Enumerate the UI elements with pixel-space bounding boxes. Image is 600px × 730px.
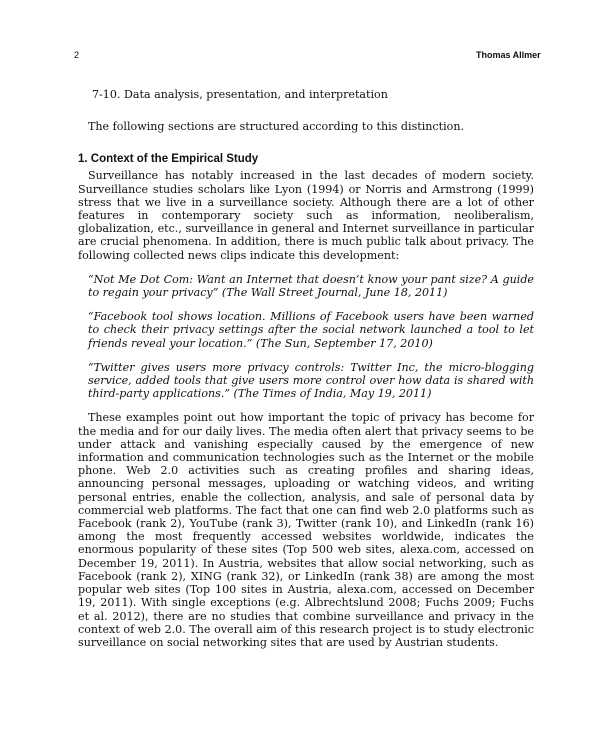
page-number: 2 [74, 50, 80, 60]
news-quote: “Not Me Dot Com: Want an Internet that doesn’t know your pant size? A guide to regain your privacy” (The Wall Street Journal, June 18, 2011) [88, 272, 534, 300]
news-quote: “Twitter gives users more privacy controls: Twitter Inc, the micro-blogging service, added tools that give users more control over how data is shared with third-party applications.” (The Times of India, May 19, 2011) [88, 360, 534, 401]
running-header-author: Thomas Allmer [476, 50, 541, 60]
page-body [78, 88, 534, 649]
paragraph-context: Surveillance has notably increased in the last decades of modern society. Surveillance studies scholars like Lyon (1994) or Norris and Armstrong (1999) stress that we live in a surveillance society. Although there are a lot of other features in contemporary society such as information, neoliberalism, globalization, etc., surveillance in general and Internet surveillance in particular are crucial phenomena. In addition, there is much public talk about privacy. The following collected news clips indicate this development: [78, 169, 534, 262]
intro-sentence: The following sections are structured according to this distinction. [88, 120, 464, 134]
paragraph-examples: These examples point out how important the topic of privacy has become for the media and for our daily lives. The media often alert that privacy seems to be under attack and vanishing especially caused by the emergence of new information and communication technologies such as the Internet or the mobile phone. Web 2.0 activities such as creating profiles and sharing ideas, announcing personal messages, uploading or watching videos, and writing personal entries, enable the collection, analysis, and sale of personal data by commercial web platforms. The fact that one can find web 2.0 platforms such as Facebook (rank 2), YouTube (rank 3), Twitter (rank 10), and LinkedIn (rank 16) among the most frequently accessed websites worldwide, indicates the enormous popularity of these sites (Top 500 web sites, alexa.com, accessed on December 19, 2011). In Austria, websites that allow social networking, such as Facebook (rank 2), XING (rank 32), or LinkedIn (rank 38) are among the most popular web sites (Top 100 sites in Austria, alexa.com, accessed on December 19, 2011). With single exceptions (e.g. Albrechtslund 2008; Fuchs 2009; Fuchs et al. 2012), there are no studies that combine surveillance and privacy in the context of web 2.0. The overall aim of this research project is to study electronic surveillance on social networking sites that are used by Austrian students. [78, 411, 534, 649]
news-quote: “Facebook tool shows location. Millions of Facebook users have been warned to check their privacy settings after the social network launched a tool to let friends reveal your location.” (The Sun, September 17, 2010) [88, 310, 534, 350]
list-item-7-10: 7-10. Data analysis, presentation, and interpretation [92, 88, 388, 101]
section-heading: 1. Context of the Empirical Study [78, 153, 259, 166]
